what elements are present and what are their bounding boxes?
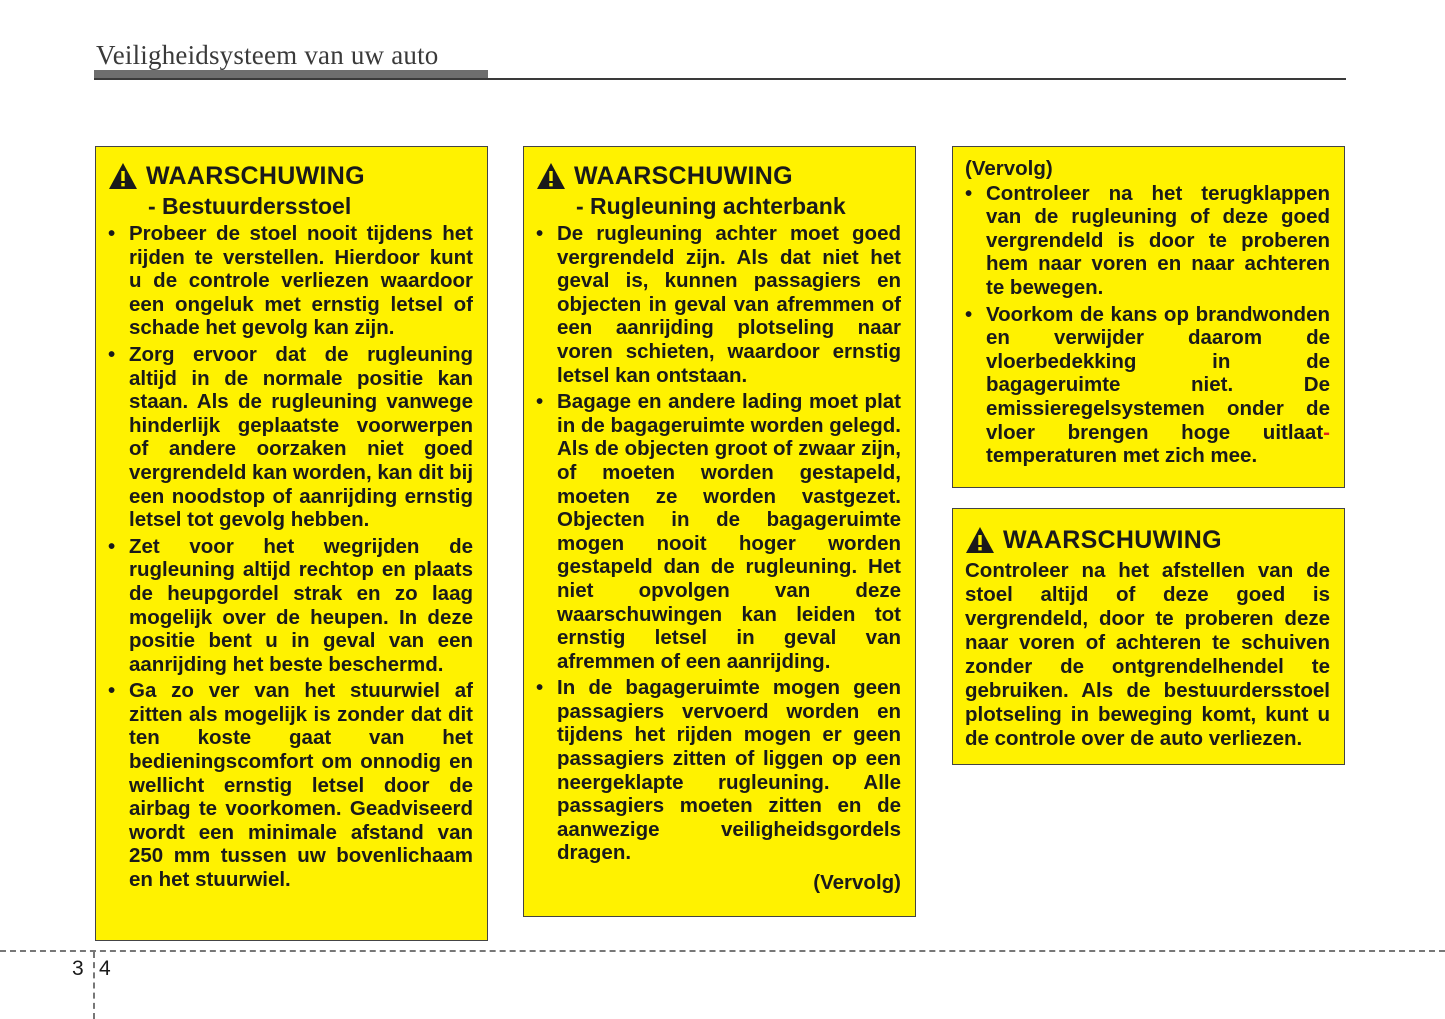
- warning-subtitle: - Rugleuning achterbank: [576, 193, 846, 219]
- warning-title: WAARSCHUWING: [146, 161, 365, 190]
- warning-heading: [108, 159, 473, 193]
- warning-title: WAARSCHUWING: [1003, 525, 1222, 554]
- list-item: • Zorg ervoor dat de rugleuning altijd in de normale positie kan staan. Als de rugleuning vanwege hinderlijk geplaatste voorwerpen of andere oorzaken niet goed vergrendeld kan worden, kan dit bij een noodstop of aanrijding ernstig letsel tot gevolg hebben.: [108, 342, 474, 532]
- warning-heading: [536, 159, 901, 193]
- warning-box-driver-seat: [95, 146, 488, 941]
- list-item: • In de bagageruimte mogen geen passagiers vervoerd worden en tijdens het rijden mogen er geen passagiers zitten of liggen op een neergeklapte rugleuning. Alle passagiers moeten zitten en de aanwezige veiligheidsgordels dragen.: [536, 676, 901, 865]
- chapter-number: 3: [72, 957, 84, 980]
- warning-triangle-icon: [536, 162, 566, 190]
- continued-label: (Vervolg): [813, 871, 901, 895]
- continued-label: (Vervolg): [965, 157, 1053, 180]
- warning-triangle-icon: [108, 162, 138, 190]
- list-item: • De rugleuning achter moet goed vergrendeld zijn. Als dat niet het geval is, kunnen passagiers en objecten in geval van afremmen of een aanrijding plotseling naar voren schieten, waardoor ernstig letsel kan ontstaan.: [536, 222, 901, 387]
- list-item: • Voorkom de kans op brandwonden en verwijder daarom de vloerbedekking in de bagageruimte niet. De emissieregelsystemen onder de vloer brengen hoge uitlaat- temperaturen met zich mee.: [965, 302, 1330, 468]
- footer-divider: [0, 950, 1445, 952]
- warning-text: Controleer na het afstellen van de stoel altijd of deze goed is vergrendeld, door te proberen deze naar voren of achteren te schuiven zonder de ontgrendelhendel te gebruiken. Als de bestuurdersstoel plotseling in beweging komt, kunt u de controle over de auto verliezen.: [965, 559, 1330, 750]
- warning-box-continued: [952, 146, 1345, 488]
- list-item: • Controleer na het terugklappen van de rugleuning of deze goed vergrendeld is door te proberen hem naar voren en naar achteren te bewegen.: [965, 181, 1330, 299]
- warning-triangle-icon: [965, 526, 995, 554]
- warning-box-rear-seatback: [523, 146, 916, 917]
- warning-heading: [965, 523, 1330, 557]
- list-item: • Ga zo ver van het stuurwiel af zitten als mogelijk is zonder dat dit ten koste gaat van het bedieningscomfort om onnodig en wellicht ernstig letsel door de airbag te voorkomen. Geadviseerd wordt een minimale afstand van 250 mm tussen uw bovenlichaam en het stuurwiel.: [108, 679, 473, 892]
- list-item: • Bagage en andere lading moet plat in de bagageruimte worden gelegd. Als de objecten groot of zwaar zijn, of moeten worden gestapeld, moeten ze worden vastgezet. Objecten in de bagageruimte mogen nooit hoger worden gestapeld dan de rugleuning. Het niet opvolgen van deze waarschuwingen kan leiden tot ernstig letsel in geval van afremmen of een aanrijding.: [536, 390, 901, 673]
- list-item: • Zet voor het wegrijden de rugleuning altijd rechtop en plaats de heupgordel strak en zo laag mogelijk over de heupen. In deze positie bent u in geval van een aanrijding het beste beschermd.: [108, 534, 473, 676]
- list-item: • Probeer de stoel nooit tijdens het rijden te verstellen. Hierdoor kunt u de controle verliezen waardoor een ongeluk met ernstig letsel of schade het gevolg kan zijn.: [108, 222, 473, 340]
- warning-box-seat-lock: [952, 508, 1345, 765]
- page-number: 4: [99, 957, 111, 980]
- warning-subtitle: - Bestuurdersstoel: [148, 193, 352, 219]
- footer-page-divider: [93, 952, 95, 1019]
- warning-title: WAARSCHUWING: [574, 161, 793, 190]
- header-rule: [94, 78, 1346, 80]
- page-header-title: Veiligheidsysteem van uw auto: [96, 40, 439, 70]
